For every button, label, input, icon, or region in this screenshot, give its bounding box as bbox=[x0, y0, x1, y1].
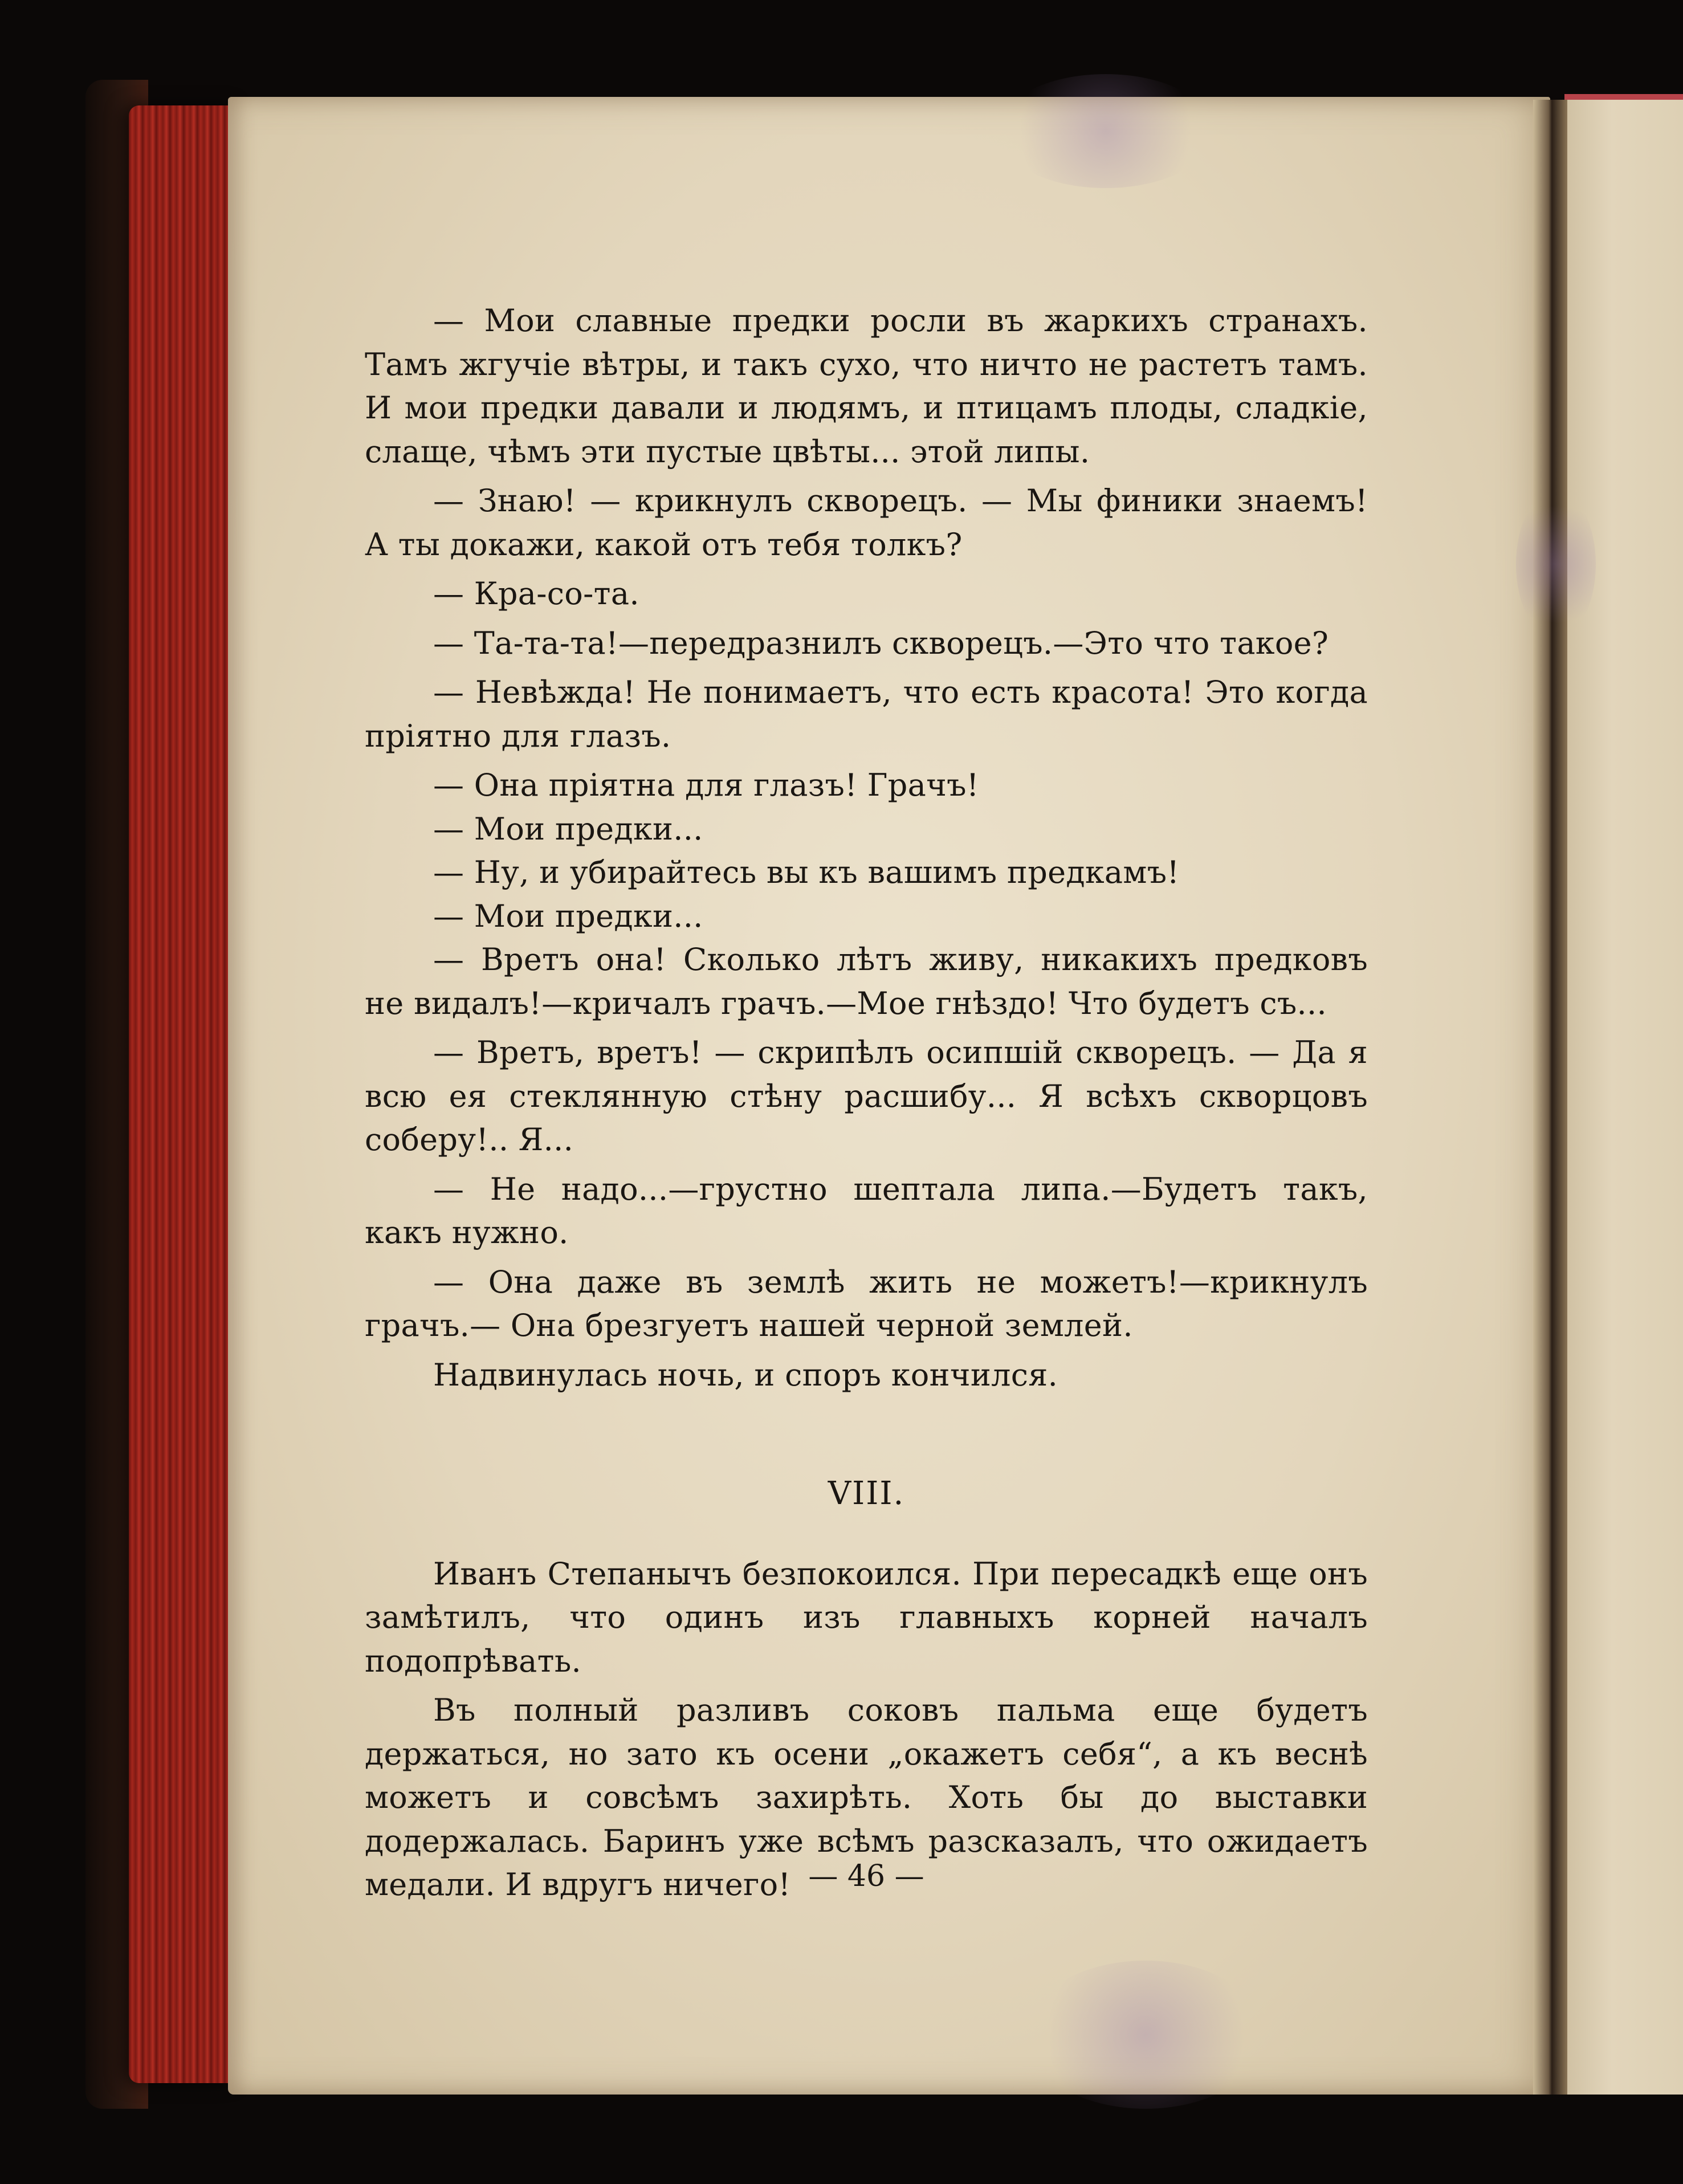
paragraph: Иванъ Степанычъ безпокоился. При пересадкѣ еще онъ замѣтилъ, что одинъ изъ главныхъ корней началъ подопрѣвать. bbox=[365, 1555, 1368, 1679]
page-number: — 46 — bbox=[808, 1859, 924, 1893]
book-gutter bbox=[1533, 100, 1567, 2095]
paragraph: — Та-та-та!—передразнилъ скворецъ.—Это что такое? bbox=[433, 625, 1329, 661]
ink-stain bbox=[1026, 1961, 1265, 2109]
paragraph: — Невѣжда! Не понимаетъ, что есть красота! Это когда пріятно для глазъ. bbox=[365, 674, 1368, 754]
page-text bbox=[365, 299, 1368, 1907]
ink-stain bbox=[1516, 490, 1596, 638]
red-page-edges bbox=[129, 105, 237, 2083]
paragraph: Надвинулась ночь, и споръ кончился. bbox=[433, 1356, 1058, 1393]
paragraph: — Мои предки... bbox=[433, 810, 703, 847]
paragraph: — Мои предки... bbox=[433, 898, 703, 934]
book-page-right-partial bbox=[1564, 100, 1683, 2095]
paragraph: Въ полный разливъ соковъ пальма еще будетъ держаться, но зато къ осени „окажетъ себя“, а къ веснѣ можетъ и совсѣмъ захирѣть. Хоть бы до выставки додержалась. Баринъ уже всѣмъ разсказалъ, что ожидаетъ медали. И вдругъ ничего! bbox=[365, 1692, 1368, 1902]
paragraph: — Вретъ, вретъ! — скрипѣлъ осипшій скворецъ. — Да я всю ея стеклянную стѣну расшибу... Я всѣхъ скворцовъ соберу!.. Я... bbox=[365, 1034, 1368, 1158]
chapter-heading: VIII. bbox=[828, 1475, 905, 1512]
paragraph: — Она даже въ землѣ жить не можетъ!—крикнулъ грачъ.— Она брезгуетъ нашей черной землей. bbox=[365, 1264, 1368, 1343]
paragraph: — Кра-со-та. bbox=[433, 576, 639, 612]
paragraph: — Знаю! — крикнулъ скворецъ. — Мы финики знаемъ! А ты докажи, какой отъ тебя толкъ? bbox=[365, 483, 1368, 563]
paragraph: — Вретъ она! Сколько лѣтъ живу, никакихъ предковъ не видалъ!—кричалъ грачъ.—Мое гнѣздо! Что будетъ съ... bbox=[365, 942, 1368, 1021]
paragraph: — Ну, и убирайтесь вы къ вашимъ предкамъ! bbox=[433, 854, 1180, 890]
paragraph: — Не надо...—грустно шептала липа.—Будетъ такъ, какъ нужно. bbox=[365, 1171, 1368, 1250]
paragraph: — Она пріятна для глазъ! Грачъ! bbox=[433, 767, 979, 803]
paragraph: — Мои славные предки росли въ жаркихъ странахъ. Тамъ жгучіе вѣтры, и такъ сухо, что ничто не растетъ тамъ. И мои предки давали и людямъ, и птицамъ плоды, сладкіе, слаще, чѣмъ эти пустые цвѣты... этой липы. bbox=[365, 303, 1368, 470]
ink-stain bbox=[997, 74, 1214, 188]
